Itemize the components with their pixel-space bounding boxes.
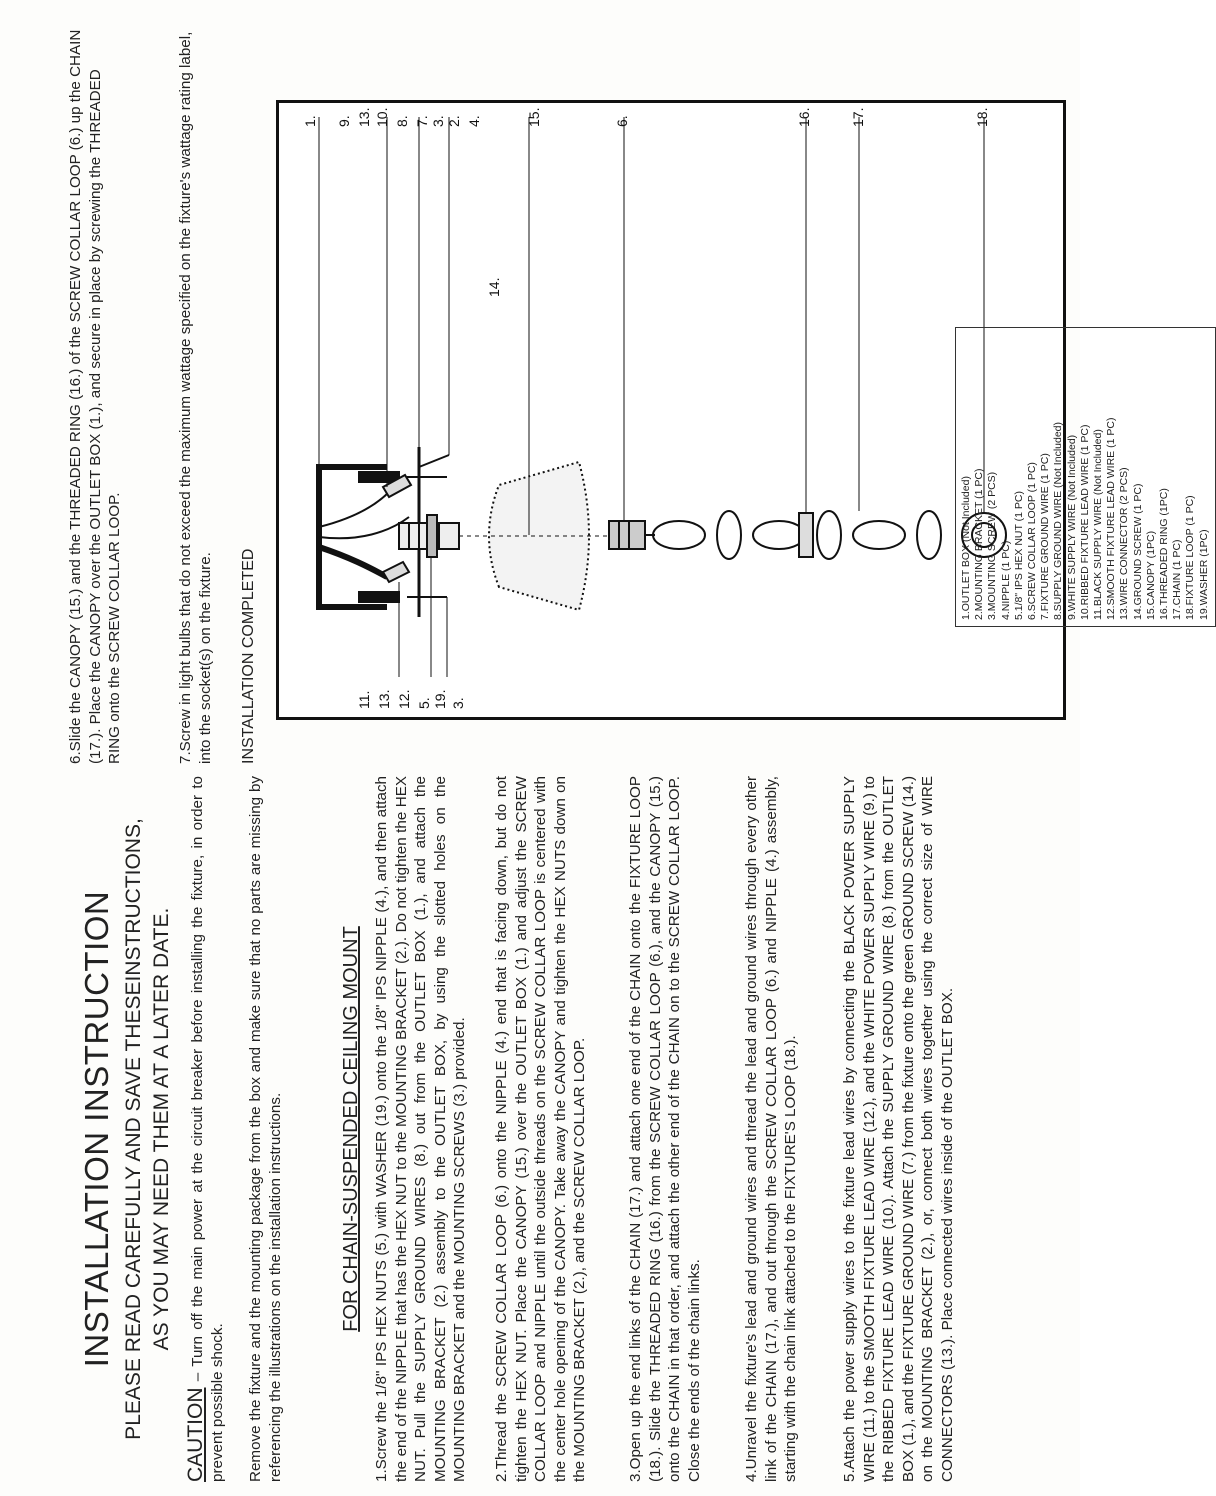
parts-list-item: 14.GROUND SCREW (1 PC) bbox=[1131, 483, 1144, 620]
callout-11: 11. bbox=[356, 690, 372, 709]
parts-list-item: 12.SMOOTH FIXTURE LEAD WIRE (1 PC) bbox=[1105, 417, 1118, 620]
parts-list-item: 3.MOUNTING SCREW (2 PCS) bbox=[986, 471, 999, 620]
callout-3-right: 3. bbox=[430, 115, 446, 127]
page-title: INSTALLATION INSTRUCTION bbox=[78, 890, 115, 1368]
callout-8: 8. bbox=[394, 115, 410, 127]
callout-17: 17. bbox=[850, 107, 866, 127]
caution-text: – Turn off the main power at the circuit breaker before installing the fixture, in order to prevent possible shock. bbox=[189, 776, 226, 1482]
parts-list-item: 4.NIPPLE (1 PC) bbox=[999, 540, 1012, 620]
callout-7: 7. bbox=[414, 115, 430, 127]
step-5: 5.Attach the power supply wires to the fixture lead wires by connecting the BLACK POWER SUPPLY WIRE (11.) to the SMOOTH FIXTURE LEAD WIRE (12.), and the WHITE POWER SUPPLY WIRE (9.) to the RIBBED FIXTURE LEAD WIRE (10.). Attach the SUPPLY GROUND WIRE (8.) from the OUTLET BOX (1.), and the FIXTURE GROUND WIRE (7.) from the fixture onto the green GROUND SCREW (14.) on the MOUNTING BRACKET (2.), or, connect both wires together using the correct size of WIRE CONNECTORS (13.). Place connected wires inside of the OUTLET BOX. bbox=[841, 776, 956, 1482]
parts-list-item: 8.SUPPLY GROUND WIRE (Not Included) bbox=[1052, 421, 1065, 620]
caution-paragraph bbox=[186, 776, 227, 1482]
parts-list-item: 15.CANOPY (1PC) bbox=[1144, 530, 1157, 620]
callout-19: 19. bbox=[432, 689, 448, 709]
parts-list-item: 10.RIBBED FIXTURE LEAD WIRE (1 PC) bbox=[1078, 424, 1091, 620]
parts-list-item: 6.SCREW COLLAR LOOP (1 PC) bbox=[1026, 462, 1039, 620]
parts-list-item: 13.WIRE CONNECTOR (2 PCS) bbox=[1118, 467, 1131, 620]
step-7: 7.Screw in light bulbs that do not exceed the maximum wattage specified on the fixture's wattage rating label, into the socket(s) on the fixture. bbox=[177, 31, 214, 764]
parts-list-item: 16.THREADED RING (1PC) bbox=[1158, 488, 1171, 620]
parts-list bbox=[955, 327, 1216, 627]
parts-list-item: 2.MOUNTING BRACKET (1 PC) bbox=[973, 468, 986, 620]
callout-13: 13. bbox=[356, 107, 372, 127]
parts-list-item: 17.CHAIN (1 PC) bbox=[1171, 539, 1184, 620]
callout-5: 5. bbox=[416, 697, 432, 709]
step-3: 3.Open up the end links of the CHAIN (17.) and attach one end of the CHAIN onto the FIXTURE LOOP (18.). Slide the THREADED RING (16.) from the SCREW COLLAR LOOP (6.), and the CANOPY (15.) onto the CHAIN in that order, and attach the other end of the CHAIN on to the SCREW COLLAR LOOP. Close the ends of the chain links. bbox=[627, 776, 703, 1482]
section-heading: FOR CHAIN-SUSPENDED CEILING MOUNT bbox=[340, 926, 362, 1332]
callout-1: 1. bbox=[302, 115, 318, 127]
callout-15: 15. bbox=[526, 107, 542, 127]
intro-paragraph: Remove the fixture and the mounting package from the box and make sure that no parts are missing by referencing the illustrations on the installation instructions. bbox=[247, 776, 284, 1482]
parts-list-item: 5.1/8" IPS HEX NUT (1 PC) bbox=[1012, 491, 1025, 620]
step-4: 4.Unravel the fixture's lead and ground wires and thread the lead and ground wires through every other link of the CHAIN (17.), and out through the SCREW COLLAR LOOP (6.) and NIPPLE (4.) assembly, starting with the chain link attached to the FIXTURE'S LOOP (18.). bbox=[743, 776, 799, 1482]
subtitle-line-1: PLEASE READ CAREFULLY AND SAVE THESEINSTRUCTIONS, bbox=[122, 818, 145, 1440]
fixture-illustration bbox=[279, 103, 1063, 717]
callout-9: 9. bbox=[336, 115, 352, 127]
parts-list-item: 7.FIXTURE GROUND WIRE (1 PC) bbox=[1039, 453, 1052, 620]
parts-list-item: 9.WHITE SUPPLY WIRE (Not Included) bbox=[1065, 434, 1078, 620]
callout-18: 18. bbox=[974, 107, 990, 127]
parts-list-item: 1.OUTLET BOX (Not Included) bbox=[960, 476, 972, 620]
callout-6: 6. bbox=[614, 115, 630, 127]
parts-list-item: 11.BLACK SUPPLY WIRE (Not Included) bbox=[1092, 429, 1105, 620]
exploded-diagram bbox=[276, 100, 1210, 720]
callout-3-left: 3. bbox=[450, 697, 466, 709]
parts-list-item: 18.FIXTURE LOOP (1 PC) bbox=[1184, 495, 1197, 620]
step-2: 2.Thread the SCREW COLLAR LOOP (6.) onto the NIPPLE (4.) end that is facing down, but do not tighten the HEX NUT. Place the CANOPY (15.) over the OUTLET BOX (1.) and adjust the SCREW COLLAR LOOP and NIPPLE until the outside threads on the SCREW COLLAR LOOP is centered with the center hole opening of the CANOPY. Take away the CANOPY and tighten the HEX NUTS down on the MOUNTING BRACKET (2.), and the SCREW COLLAR LOOP. bbox=[493, 776, 588, 1482]
right-column bbox=[0, 14, 1210, 764]
installation-completed: INSTALLATION COMPLETED bbox=[240, 548, 257, 764]
callout-2: 2. bbox=[446, 115, 462, 127]
callout-13-left: 13. bbox=[376, 689, 392, 709]
callout-12: 12. bbox=[396, 689, 412, 709]
callout-4: 4. bbox=[466, 115, 482, 127]
parts-list-item: 19.WASHER (1PC) bbox=[1197, 529, 1210, 620]
callout-14: 14. bbox=[486, 277, 502, 297]
callout-16: 16. bbox=[796, 107, 812, 127]
callout-10: 10. bbox=[374, 107, 390, 127]
subtitle-line-2: AS YOU MAY NEED THEM AT A LATER DATE. bbox=[150, 907, 173, 1351]
left-column bbox=[0, 776, 1080, 1482]
step-6: 6.Slide the CANOPY (15.) and the THREADED RING (16.) of the SCREW COLLAR LOOP (6.) up the CHAIN (17.). Place the CANOPY over the OUTLET BOX (1.), and secure in place by screwing the THREADED RING onto the SCREW COLLAR LOOP. bbox=[67, 29, 123, 764]
caution-label: CAUTION bbox=[184, 1387, 207, 1482]
step-1: 1.Screw the 1/8" IPS HEX NUTS (5.) with WASHER (19.) onto the 1/8" IPS NIPPLE (4.), and then attach the end of the NIPPLE that has the HEX NUT to the MOUNTING BRACKET (2.). Do not tighten the HEX NUT. Pull the SUPPLY GROUND WIRES (8.) out from the OUTLET BOX (1.), and attach the MOUNTING BRACKET (2.) assembly to the OUTLET BOX, by using the slotted holes on the MOUNTING BRACKET and the MOUNTING SCREWS (3.) provided. bbox=[373, 776, 468, 1482]
